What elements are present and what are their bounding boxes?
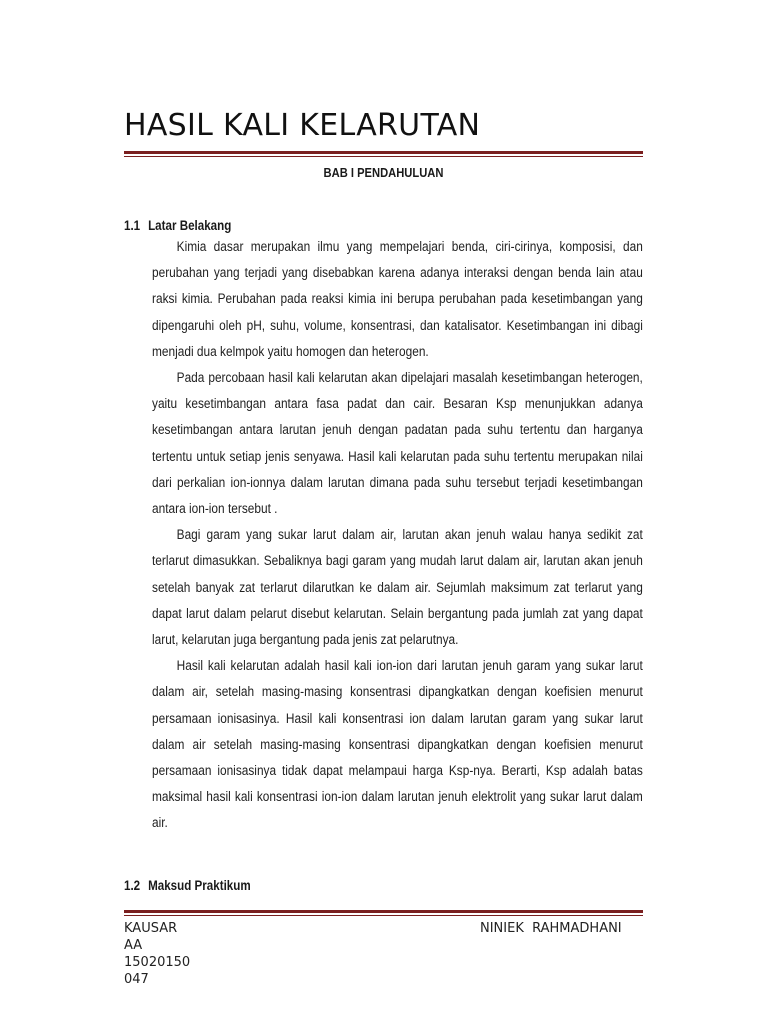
footer-author-line: KAUSAR [124,921,178,936]
paragraph: Bagi garam yang sukar larut dalam air, larutan akan jenuh walau hanya sedikit zat terlarut dimasukkan. Sebaliknya bagi garam yang mudah larut dalam air, larutan akan jenuh setelah banyak zat terlarut dilarutkan ke dalam air. Sejumlah maksimum zat terlarut yang dapat larut dalam pelarut disebut kelarutan. Selain bergantung pada jumlah zat yang dapat larut, kelarutan juga bergantung pada jenis zat pelarutnya. [152,527,643,648]
section-body-latar-belakang [152,234,643,837]
footer-author-line: AA [124,938,143,953]
paragraph: Pada percobaan hasil kali kelarutan akan dipelajari masalah kesetimbangan heterogen, yaitu kesetimbangan antara fasa padat dan cair. Besaran Ksp menunjukkan adanya kesetimbangan antara larutan jenuh dengan padatan pada suhu tertentu dan harganya tertentu untuk setiap jenis senyawa. Hasil kali kelarutan pada suhu tertentu merupakan nilai dari perkalian ion-ionnya dalam larutan dimana pada suhu tersebut terjadi kesetimbangan antara ion-ion tersebut . [152,370,643,517]
section-heading-maksud-praktikum [124,878,251,893]
footer-supervisor-name: NINIEK RAHMADHANI [480,921,622,936]
section-title: Latar Belakang [148,218,232,233]
section-number: 1.1 [124,218,141,233]
footer-divider [124,910,643,916]
paragraph: Hasil kali kelarutan adalah hasil kali ion-ion dari larutan jenuh garam yang sukar larut dalam air, setelah masing-masing konsentrasi dipangkatkan dengan koefisien menurut persamaan ionisasinya. Hasil kali konsentrasi ion dalam larutan garam yang sukar larut dalam air setelah masing-masing konsentrasi dipangkatkan dengan koefisien menurut persamaan ionisasinya tidak dapat melampaui harga Ksp-nya. Berarti, Ksp adalah batas maksimal hasil kali konsentrasi ion-ion dalam larutan jenuh elektrolit yang sukar larut dalam air. [152,658,643,831]
section-title: Maksud Praktikum [148,878,251,893]
footer-author-block [124,920,194,988]
paragraph: Kimia dasar merupakan ilmu yang mempelajari benda, ciri-cirinya, komposisi, dan perubahan yang terjadi yang disebabkan karena adanya interaksi dengan benda lain atau raksi kimia. Perubahan pada reaksi kimia ini berupa perubahan pada kesetimbangan yang dipengaruhi oleh pH, suhu, volume, konsentrasi, dan katalisator. Kesetimbangan ini dibagi menjadi dua kelmpok yaitu homogen dan heterogen. [152,239,643,359]
section-number: 1.2 [124,878,141,893]
document-title: HASIL KALI KELARUTAN [124,108,481,143]
chapter-heading: BAB I PENDAHULUAN [323,165,444,180]
title-divider [124,151,643,157]
section-heading-latar-belakang [124,218,231,233]
footer-student-id: 15020150047 [124,955,191,987]
